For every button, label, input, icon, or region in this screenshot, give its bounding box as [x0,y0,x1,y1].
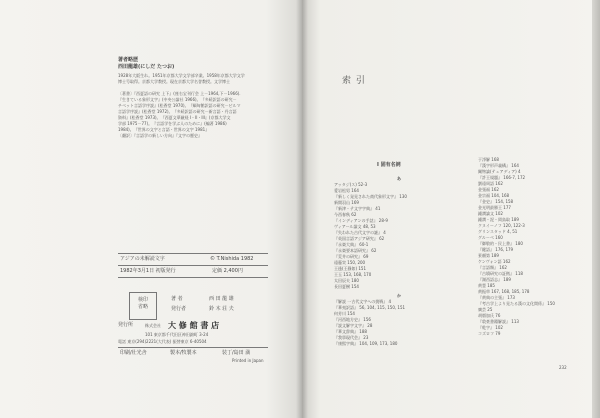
press-label: 発行所 [118,322,134,328]
works-line: 学部 1975－77)。『言語学を学ぶ人のために』(編著 1986) [118,121,227,126]
index-column-right [478,157,588,337]
index-entry: 廣芸 25 [478,307,493,312]
index-entry: 『鍵語』 176, 179 [478,247,514,252]
index-entry: 劉遠周語 162 [478,181,503,186]
index-entry: 『乾字』 102 [478,325,503,330]
index-entry: 『康煕字典』 104, 109, 173, 180 [334,341,398,346]
colophon-book-title: アジアの未解読文字 [120,256,165,262]
index-entry: 王玉 153, 168, 170 [334,272,372,277]
copyright: © T.Nishida 1982 [210,256,254,262]
index-entry: 『湖西語志』 189 [478,277,511,282]
page-edge [592,0,600,418]
kana-heading-2: か [397,293,401,298]
index-entry: 『古墳研究の証拠』 118 [478,271,523,276]
book-gutter [296,0,308,418]
index-entry: 關物論(テュアディア) 4 [478,169,521,174]
credit-binding: 製本/牧製本 [170,350,197,356]
colophon-rule-mid [118,265,268,266]
author-value: 西 田 龍 雄 [209,296,234,302]
index-entry: 『黄典の主張』 173 [478,295,515,300]
index-entry: 『言語類』 162 [478,265,507,270]
press-phone: 電話 東京(294)2221(大代表) 振替東京 6-40504 [118,339,207,344]
index-entry: ヴィアール論文 48, 53 [334,224,376,229]
index-entry: 『英国言語アジア研究』 62 [334,236,385,241]
index-entry: 『永楽要本語研究』 62 [334,248,377,253]
index-entry: 長田夏樹 154 [334,284,359,289]
works-line: チベット言語学序説』(松香堂 1970)。『緬甸館訳語の研究－ビルマ [118,103,241,108]
index-entry: グルーベ 160 [478,235,503,240]
index-entry: 金宗福 104, 168 [478,193,510,198]
works-line: 〔著書〕『西夏語の研究 上下』(座右宝刊行会 上－1964,下－1966). [118,91,241,96]
index-entry: 『荒井の研究』 69 [334,254,369,259]
page-number: 232 [559,365,567,370]
index-entry: 『失われた古代文字の謎』 4 [334,230,386,235]
credit-design: 装丁/島田 満 [222,350,251,356]
index-entry: 金張福 162 [478,187,499,192]
printed-in: Printed in Japan [232,358,264,363]
stamp-text-top: 検印 [137,297,148,303]
index-column-left [334,176,464,347]
author-name: 西田龍雄(にしだ たつお) [118,64,175,70]
works-line: 1984)。『世界の文字と言語・世界の文字 1981』 [118,127,210,132]
index-entry: 王逢(王静如) 151 [334,266,367,271]
index-entry: 愛岩松男 164 [334,188,359,193]
publisher-value: 鈴 木 荘 夫 [209,306,234,312]
index-entry: 何芳川 154 [334,311,355,316]
index-entry: 『御敬的・民上書』 180 [478,241,523,246]
index-entry: 『考古学上より見たる漢の文化関係』 150 [478,301,555,306]
author-works [118,91,241,139]
index-entry: 太田辰夫 180 [334,278,359,283]
edition-date: 1982年3月1日 初版発行 [120,268,176,274]
author-bio [118,73,245,85]
publisher-role: 発行者 [171,306,187,312]
press-name: 大 修 館 書 店 [168,321,220,330]
colophon-rule-bottom [118,277,268,278]
index-entry: 『華文辞典』 188 [334,329,367,334]
index-title: 索 引 [342,76,366,86]
right-page [302,0,600,418]
index-entry: 金光明最勝王 177 [478,205,511,210]
bio-line: 1928年大阪生れ。1951年京都大学文学部卒業。1958年京都大学文学 [118,73,245,78]
index-entry: 『華夷訳語』 56, 104, 115, 150, 151 [334,305,406,310]
index-entry: 『解説 一古代文字への挑戦』 4 [334,299,392,304]
index-entry: 黄霊 185 [478,283,495,288]
bio-line: 博士号取得。京都大学教授。現在京都大学名誉教授。文学博士 [118,79,230,84]
index-entry: 鍾潤論文 102 [478,211,503,216]
index-entry: 景頼第 189 [478,253,499,258]
index-entry: 『許王規題』 166-7, 172 [478,175,526,180]
index-entry: 鍾潤・泥・岡鳥取 189 [478,217,519,222]
credits-rule [118,347,268,348]
works-line: 〔翻訳〕『言語学の新しい方向』『文字の歴史』 [118,133,202,138]
index-entry: 新開羽山 169 [334,200,359,205]
index-entry: ケンヴォン語 162 [478,259,511,264]
kana-heading: あ [397,176,401,181]
author-heading: 著者略歴 [118,57,139,63]
index-entry: 『永楽大典』 60-1 [334,242,369,247]
index-entry: 『敦豪書籍解説』 113 [478,319,519,324]
index-entry: 『新津・テ文字字典』 41 [334,206,381,211]
index-entry: 胡暦加氏 76 [478,313,501,318]
index-entry: コズロフ 79 [478,331,501,336]
index-entry: 『我寧現代会』 23 [334,335,369,340]
index-entry: 『説文解字文字』 28 [334,323,373,328]
stamp-text-bottom: 省略 [137,304,148,310]
index-entry: 『金史』 154, 158 [478,199,514,204]
works-line: 言語学序説』(松香堂 1972)。『多続訳語の研究－新言語・丹言語 [118,109,237,114]
seal-stamp [129,292,157,320]
index-entry: 『インディアンの手話』 28-9 [334,218,388,223]
works-line: 資料』(松香堂 1973)。『西夏文華厳経 I・II・III』(京都大学文 [118,115,231,120]
index-entry: 遠藤実 150, 200 [334,260,366,265]
works-line: 『生きている象形文字』(中央公論社 1966)。『多続訳語の研究－ [118,97,237,102]
index-entry: 『新しく発見された商代象形文字』 130 [334,194,407,199]
index-entry: グリンスタッド 4, 51 [478,229,518,234]
index-entry: 黄振草 167, 168, 185, 178 [478,289,530,294]
author-role: 著 者 [171,296,183,302]
index-entry: 今西春秋 62 [334,212,357,217]
press-address: 101 東京都千代田区神田錦町 3-24 [145,332,209,337]
index-entry: 『漢字形声義構』 164 [478,163,519,168]
section-title: I 固有名詞 [377,162,401,168]
credit-printing: 印刷/壮光舎 [120,350,147,356]
price: 定価 2,400円 [212,268,243,274]
index-entry: クヌイーノフ 120, 122-3 [478,223,525,228]
index-entry: 『河西地方史』 156 [334,317,371,322]
colophon-rule-top [118,253,268,254]
index-entry: アッタジ(ス) 52-3 [334,182,368,187]
press-corp: 株式会社 [145,323,161,328]
index-entry: 于淨解 168 [478,157,499,162]
